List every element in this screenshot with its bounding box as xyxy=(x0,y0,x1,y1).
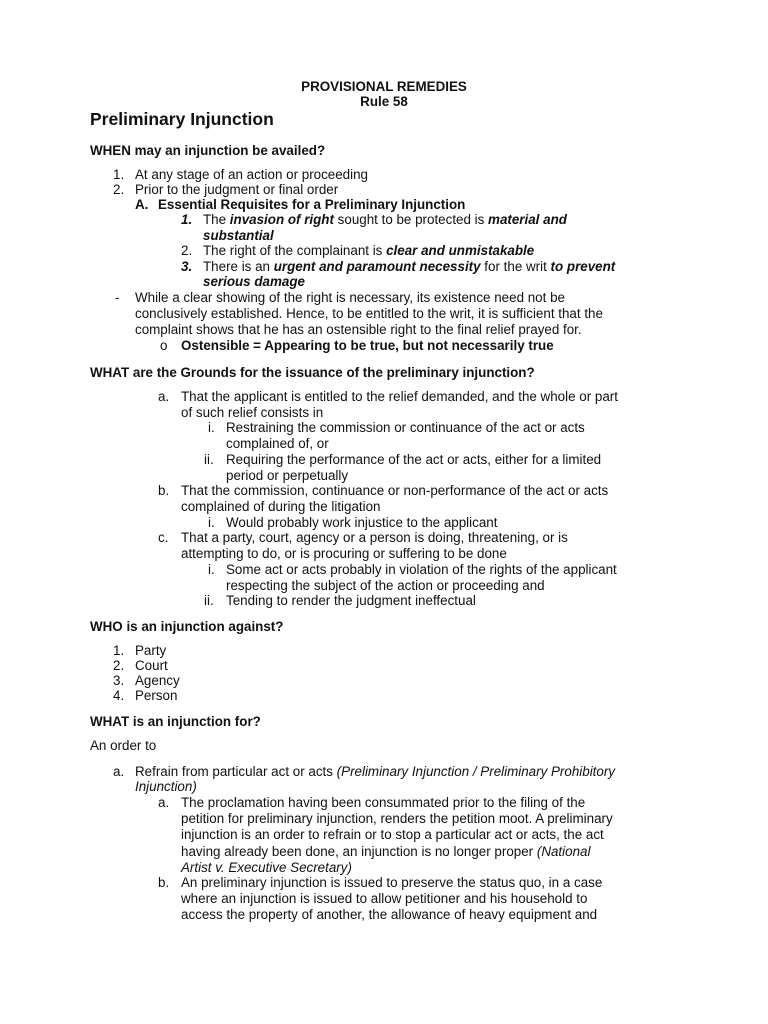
requisite-item-continued: substantial xyxy=(203,228,274,243)
list-item: Court xyxy=(135,658,168,673)
requisites-label: Essential Requisites for a Preliminary Injunction xyxy=(158,197,466,212)
ground-sub-line: Tending to render the judgment ineffectual xyxy=(226,593,476,608)
what-for-intro: An order to xyxy=(90,738,157,753)
requisite-item: The right of the complainant is clear and unmistakable xyxy=(203,243,535,258)
ground-sub-line: period or perpetually xyxy=(226,468,349,483)
list-item: Prior to the judgment or final order xyxy=(135,182,339,197)
list-marker: 1. xyxy=(181,212,193,227)
requisite-item: There is an urgent and paramount necessity for the writ to prevent xyxy=(203,259,616,274)
ground-line: attempting to do, or is procuring or suffering to be done xyxy=(181,546,507,561)
list-marker: 2. xyxy=(181,243,193,258)
ground-line: That the applicant is entitled to the relief demanded, and the whole or part xyxy=(181,389,618,404)
paragraph-line: injunction is an order to refrain or to stop a particular act or acts, the act xyxy=(181,827,604,842)
ground-line: That the commission, continuance or non-performance of the act or acts xyxy=(181,483,609,498)
list-marker: 3. xyxy=(181,259,193,274)
ground-sub-line: Requiring the performance of the act or acts, either for a limited xyxy=(226,452,602,467)
paragraph-line: having already been done, an injunction is no longer proper (National xyxy=(181,844,591,859)
list-marker: 1. xyxy=(113,167,125,182)
ground-sub-line: Some act or acts probably in violation of the rights of the applicant xyxy=(226,562,617,577)
document-title: PROVISIONAL REMEDIES xyxy=(301,79,467,94)
grounds-heading: WHAT are the Grounds for the issuance of the preliminary injunction? xyxy=(90,365,535,380)
list-marker: 2. xyxy=(113,658,125,673)
list-marker: a. xyxy=(158,389,170,404)
list-item: At any stage of an action or proceeding xyxy=(135,167,369,182)
ground-sub-line: Restraining the commission or continuance of the act or acts xyxy=(226,420,585,435)
list-item: Party xyxy=(135,643,167,658)
ground-line: complained of during the litigation xyxy=(181,499,381,514)
list-marker: 2. xyxy=(113,182,125,197)
note-line: conclusively established. Hence, to be entitled to the writ, it is sufficient that the xyxy=(135,306,603,321)
paragraph-line: petition for preliminary injunction, renders the petition moot. A preliminary xyxy=(181,811,613,826)
ground-line: of such relief consists in xyxy=(181,405,324,420)
what-for-heading: WHAT is an injunction for? xyxy=(90,714,261,729)
section-title: Preliminary Injunction xyxy=(90,109,274,129)
when-heading: WHEN may an injunction be availed? xyxy=(90,143,326,158)
list-marker: a. xyxy=(113,764,125,779)
paragraph-line: where an injunction is issued to allow petitioner and his household to xyxy=(181,891,588,906)
ground-sub-line: complained of, or xyxy=(226,436,329,451)
paragraph-line: access the property of another, the allowance of heavy equipment and xyxy=(181,907,598,922)
rule-number: Rule 58 xyxy=(360,94,408,109)
list-marker: i. xyxy=(208,420,215,435)
list-marker: ii. xyxy=(204,452,214,467)
ground-sub-line: respecting the subject of the action or proceeding and xyxy=(226,578,545,593)
list-marker: 3. xyxy=(113,673,125,688)
note-definition: Ostensible = Appearing to be true, but not necessarily true xyxy=(181,338,554,353)
ground-line: That a party, court, agency or a person is doing, threatening, or is xyxy=(181,530,568,545)
what-for-item: Refrain from particular act or acts (Preliminary Injunction / Preliminary Prohibitory xyxy=(135,764,615,779)
note-line: While a clear showing of the right is necessary, its existence need not be xyxy=(135,290,565,305)
paragraph-line: An preliminary injunction is issued to preserve the status quo, in a case xyxy=(181,875,603,890)
list-marker: 1. xyxy=(113,643,125,658)
what-for-item-continued: Injunction) xyxy=(135,779,197,794)
paragraph-line: The proclamation having been consummated prior to the filing of the xyxy=(181,795,586,810)
requisite-item: The invasion of right sought to be protected is material and xyxy=(203,212,567,227)
list-marker: i. xyxy=(208,515,215,530)
list-marker: o xyxy=(160,338,168,353)
ground-sub-line: Would probably work injustice to the applicant xyxy=(226,515,498,530)
list-marker: c. xyxy=(158,530,169,545)
who-heading: WHO is an injunction against? xyxy=(90,619,284,634)
list-marker: b. xyxy=(158,483,170,498)
requisite-item-continued: serious damage xyxy=(203,274,305,289)
list-item: Person xyxy=(135,688,178,703)
list-marker: A. xyxy=(135,197,149,212)
list-marker: 4. xyxy=(113,688,125,703)
list-marker: i. xyxy=(208,562,215,577)
note-line: complaint shows that he has an ostensible right to the final relief prayed for. xyxy=(135,322,582,337)
list-marker: ii. xyxy=(204,593,214,608)
list-marker: b. xyxy=(158,875,170,890)
list-marker: a. xyxy=(158,795,170,810)
list-marker: - xyxy=(115,290,120,305)
list-item: Agency xyxy=(135,673,180,688)
case-citation: Artist v. Executive Secretary) xyxy=(181,860,352,875)
